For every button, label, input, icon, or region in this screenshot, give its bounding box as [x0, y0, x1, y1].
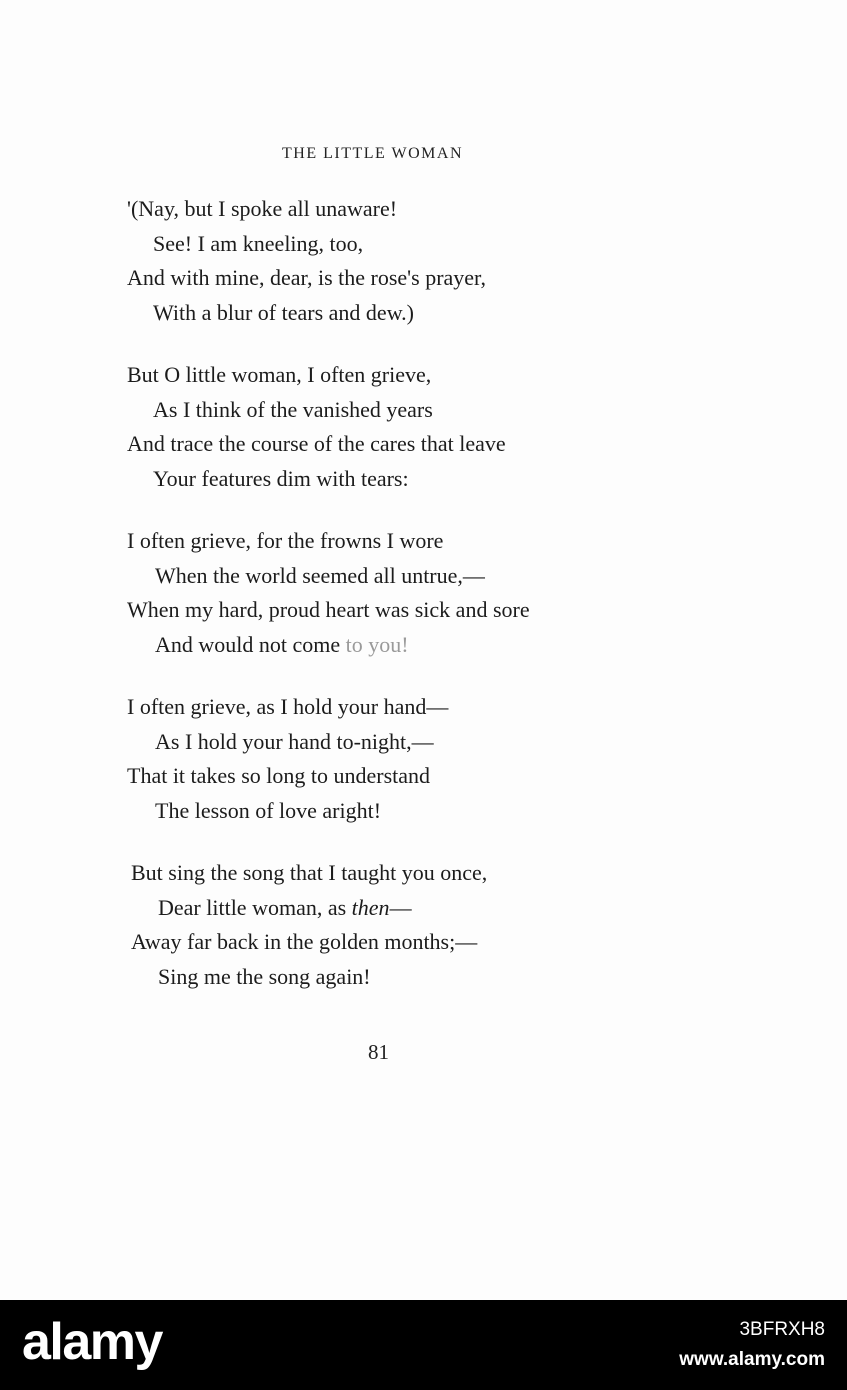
poem-line: I often grieve, as I hold your hand—	[127, 694, 449, 719]
poem-line: And with mine, dear, is the rose's prayer,	[127, 265, 486, 290]
poem-line: The lesson of love aright!	[155, 797, 382, 823]
poem-line: Dear little woman, as then—	[158, 894, 412, 920]
watermark-bar	[0, 1300, 847, 1390]
poem-line: As I think of the vanished years	[153, 396, 433, 422]
alamy-logo: alamy	[22, 1313, 162, 1371]
poem-line: When my hard, proud heart was sick and sore	[127, 597, 530, 622]
poem-line: When the world seemed all untrue,—	[155, 562, 485, 588]
watermark-url: www.alamy.com	[679, 1349, 825, 1370]
poem-line: '(Nay, but I spoke all unaware!	[127, 196, 398, 221]
poem-line: And would not come to you!	[155, 631, 409, 657]
poem-line: But sing the song that I taught you once,	[131, 860, 488, 885]
stanza	[0, 690, 847, 828]
running-head: THE LITTLE WOMAN	[282, 145, 463, 162]
image-id: 3BFRXH8	[739, 1319, 825, 1340]
page-number: 81	[368, 1040, 389, 1064]
poem-line: Sing me the song again!	[158, 963, 371, 989]
poem	[0, 192, 847, 1022]
poem-line: That it takes so long to understand	[127, 763, 431, 788]
stanza	[0, 856, 847, 994]
poem-line: And trace the course of the cares that leave	[127, 431, 506, 456]
poem-line: Your features dim with tears:	[153, 465, 409, 491]
poem-line: As I hold your hand to-night,—	[155, 728, 434, 754]
poem-line: With a blur of tears and dew.)	[153, 299, 414, 325]
poem-line: I often grieve, for the frowns I wore	[127, 528, 444, 553]
stanza	[0, 192, 847, 330]
stanza	[0, 524, 847, 662]
poem-line: See! I am kneeling, too,	[153, 230, 364, 256]
poem-line: Away far back in the golden months;—	[131, 929, 478, 954]
poem-line: But O little woman, I often grieve,	[127, 362, 432, 387]
stanza	[0, 358, 847, 496]
